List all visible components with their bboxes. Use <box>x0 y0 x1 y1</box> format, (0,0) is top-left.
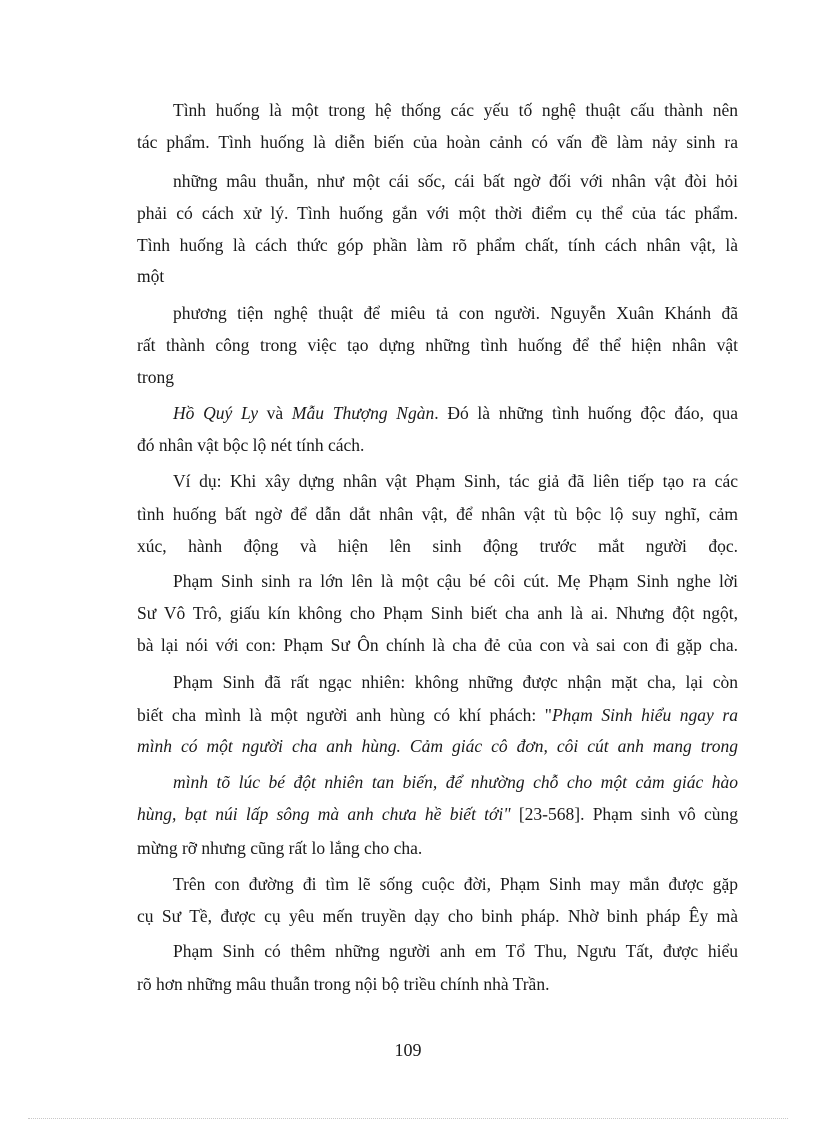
text-line-24: Trên con đường đi tìm lẽ sống cuộc đời, Phạm Sinh may mắn được gặp <box>173 874 738 894</box>
page-bottom-divider <box>28 1118 788 1119</box>
text-line-8: rất thành công trong việc tạo dựng những tình huống để thể hiện nhân vật <box>137 335 738 355</box>
text-line-16: Sư Vô Trô, giấu kín không cho Phạm Sinh biết cha anh là ai. Nhưng đột ngột, <box>137 603 738 623</box>
text-line-17: bà lại nói với con: Phạm Sư Ôn chính là cha đẻ của con và sai con đi gặp cha. <box>137 635 738 655</box>
text-line-27: rõ hơn những mâu thuẫn trong nội bộ triều chính nhà Trần. <box>137 974 550 994</box>
text-line-10 <box>173 401 738 425</box>
text-line-10-tail: . Đó là những tình huống độc đáo, qua <box>434 403 738 423</box>
quote-line-3: mình tõ lúc bé đột nhiên tan biến, để nhường chỗ cho một cảm giác hào <box>173 772 738 792</box>
text-line-12: Ví dụ: Khi xây dựng nhân vật Phạm Sinh, tác giả đã liên tiếp tạo ra các <box>173 471 738 491</box>
quote-line-2: mình có một người cha anh hùng. Cảm giác cô đơn, côi cút anh mang trong <box>137 736 738 756</box>
text-line-9: trong <box>137 367 174 387</box>
text-line-22 <box>137 802 738 826</box>
text-line-15: Phạm Sinh sinh ra lớn lên là một cậu bé côi cút. Mẹ Phạm Sinh nghe lời <box>173 571 738 591</box>
text-line-6: một <box>137 266 165 286</box>
text-line-26: Phạm Sinh có thêm những người anh em Tổ Thu, Ngưu Tất, được hiểu <box>173 941 738 961</box>
text-line-19 <box>137 703 738 727</box>
quote-start: Phạm Sinh hiểu ngay ra <box>551 705 738 725</box>
text-line-19-lead: biết cha mình là một người anh hùng có khí phách: " <box>137 705 552 725</box>
text-line-3: những mâu thuẫn, như một cái sốc, cái bất ngờ đối với nhân vật đòi hỏi <box>173 171 738 191</box>
text-line-2: tác phẩm. Tình huống là diễn biến của hoàn cảnh có vấn đề làm nảy sinh ra <box>137 132 738 152</box>
text-line-25: cụ Sư Tề, được cụ yêu mến truyền dạy cho binh pháp. Nhờ binh pháp Êy mà <box>137 906 738 926</box>
text-line-18: Phạm Sinh đã rất ngạc nhiên: không những được nhận mặt cha, lại còn <box>173 672 738 692</box>
text-line-7: phương tiện nghệ thuật để miêu tả con người. Nguyễn Xuân Khánh đã <box>173 303 738 323</box>
text-line-11: đó nhân vật bộc lộ nét tính cách. <box>137 435 365 455</box>
text-line-1: Tình huống là một trong hệ thống các yếu tố nghệ thuật cấu thành nên <box>173 100 738 120</box>
text-line-4: phải có cách xử lý. Tình huống gắn với một thời điểm cụ thể của tác phẩm. <box>137 203 738 223</box>
text-connector: và <box>257 403 292 423</box>
text-line-14: xúc, hành động và hiện lên sinh động trước mắt người đọc. <box>137 536 738 556</box>
book-title-mau-thuong-ngan: Mẫu Thượng Ngàn <box>291 403 435 423</box>
quote-end: hùng, bạt núi lấp sông mà anh chưa hề biết tới" <box>137 804 511 824</box>
book-title-ho-quy-ly: Hồ Quý Ly <box>173 403 258 423</box>
page-number: 109 <box>394 1040 422 1060</box>
text-line-5: Tình huống là cách thức góp phần làm rõ phẩm chất, tính cách nhân vật, là <box>137 235 738 255</box>
text-line-23: mừng rỡ nhưng cũng rất lo lắng cho cha. <box>137 838 423 858</box>
text-line-13: tình huống bất ngờ để dẫn dắt nhân vật, để nhân vật tù bộc lộ suy nghĩ, cảm <box>137 504 738 524</box>
citation: [23-568]. Phạm sinh vô cùng <box>510 804 738 824</box>
